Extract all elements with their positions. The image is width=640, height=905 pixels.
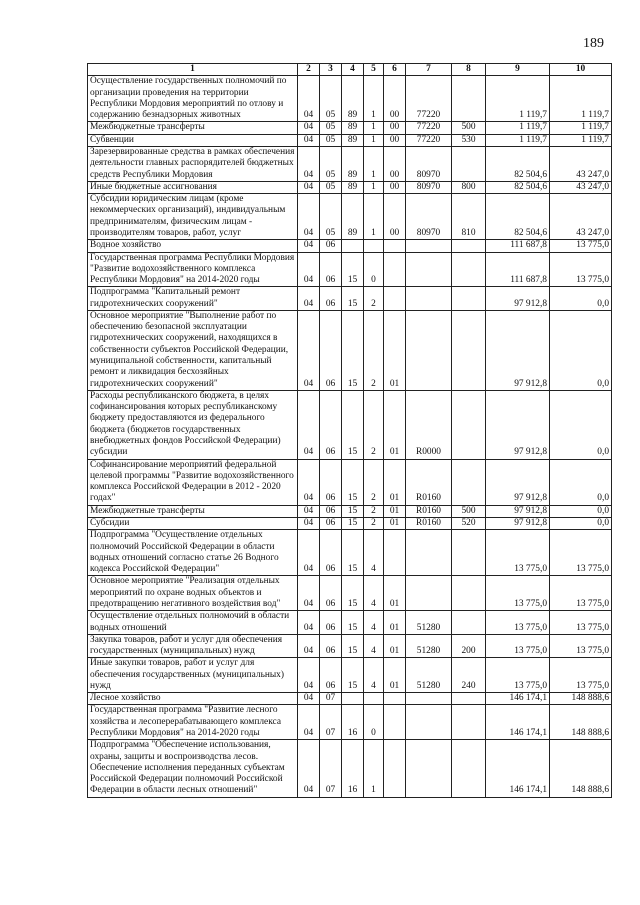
event-code-cell: 01 (384, 611, 406, 635)
direction-code-cell: 77220 (406, 134, 452, 146)
amount-2019-cell: 111 687,8 (486, 252, 550, 287)
row-name-cell: Субсидии (88, 517, 298, 529)
section-code-cell: 04 (298, 194, 320, 240)
expense-type-cell: 200 (452, 634, 486, 658)
subprogram-code-cell (364, 693, 384, 705)
table-row (88, 287, 612, 311)
subprogram-code-cell: 2 (364, 505, 384, 517)
amount-2020-cell: 43 247,0 (550, 146, 612, 181)
direction-code-cell (406, 530, 452, 576)
event-code-cell (384, 530, 406, 576)
subsection-code-cell: 07 (320, 705, 342, 740)
table-row (88, 240, 612, 252)
row-name-cell: Закупка товаров, работ и услуг для обеспечения государственных (муниципальных) нужд (88, 634, 298, 658)
table-row (88, 576, 612, 611)
event-code-cell: 00 (384, 76, 406, 122)
amount-2020-cell: 148 888,6 (550, 740, 612, 797)
subsection-code-cell: 06 (320, 530, 342, 576)
amount-2020-cell: 1 119,7 (550, 122, 612, 134)
event-code-cell: 01 (384, 505, 406, 517)
amount-2019-cell: 82 504,6 (486, 146, 550, 181)
column-header: 7 (406, 64, 452, 76)
event-code-cell: 00 (384, 181, 406, 193)
column-header: 4 (342, 64, 364, 76)
row-name-cell: Осуществление государственных полномочий по организации проведения на территории Республики Мордовия мероприятий по отлову и содержанию безнадзорных животных (88, 76, 298, 122)
expense-type-cell (452, 146, 486, 181)
table-row (88, 634, 612, 658)
row-name-cell: Лесное хозяйство (88, 693, 298, 705)
amount-2019-cell: 111 687,8 (486, 240, 550, 252)
table-row (88, 517, 612, 529)
amount-2020-cell: 1 119,7 (550, 76, 612, 122)
program-code-cell: 15 (342, 576, 364, 611)
expense-type-cell (452, 240, 486, 252)
program-code-cell: 15 (342, 658, 364, 693)
table-row (88, 122, 612, 134)
table-row (88, 390, 612, 459)
event-code-cell (384, 740, 406, 797)
subsection-code-cell: 06 (320, 658, 342, 693)
amount-2020-cell: 0,0 (550, 517, 612, 529)
amount-2019-cell: 97 912,8 (486, 287, 550, 311)
amount-2020-cell: 13 775,0 (550, 611, 612, 635)
program-code-cell: 89 (342, 181, 364, 193)
amount-2020-cell: 13 775,0 (550, 240, 612, 252)
amount-2020-cell: 13 775,0 (550, 530, 612, 576)
event-code-cell: 00 (384, 194, 406, 240)
expense-type-cell (452, 530, 486, 576)
event-code-cell: 00 (384, 134, 406, 146)
table-row (88, 252, 612, 287)
table-row (88, 194, 612, 240)
subsection-code-cell: 05 (320, 146, 342, 181)
section-code-cell: 04 (298, 459, 320, 505)
amount-2019-cell: 13 775,0 (486, 634, 550, 658)
subsection-code-cell: 06 (320, 240, 342, 252)
program-code-cell (342, 693, 364, 705)
event-code-cell: 01 (384, 658, 406, 693)
row-name-cell: Подпрограмма "Осуществление отдельных полномочий Российской Федерации в области водных отношений согласно статье 26 Водного кодекса Российской Федерации" (88, 530, 298, 576)
expense-type-cell: 800 (452, 181, 486, 193)
subsection-code-cell: 05 (320, 134, 342, 146)
subprogram-code-cell: 4 (364, 611, 384, 635)
expense-type-cell (452, 252, 486, 287)
row-name-cell: Водное хозяйство (88, 240, 298, 252)
row-name-cell: Иные бюджетные ассигнования (88, 181, 298, 193)
subprogram-code-cell: 0 (364, 252, 384, 287)
subprogram-code-cell: 1 (364, 740, 384, 797)
table-row (88, 459, 612, 505)
section-code-cell: 04 (298, 287, 320, 311)
row-name-cell: Софинансирование мероприятий федеральной целевой программы "Развитие водохозяйственного комплекса Российской Федерации в 2012 - 2020 годах" (88, 459, 298, 505)
column-header: 3 (320, 64, 342, 76)
row-name-cell: Подпрограмма "Обеспечение использования, охраны, защиты и воспроизводства лесов. Обеспечение исполнения переданных субъектам Российской Федерации полномочий Российской Федерации в области лесных отношений" (88, 740, 298, 797)
amount-2019-cell: 97 912,8 (486, 310, 550, 390)
amount-2020-cell: 0,0 (550, 287, 612, 311)
subsection-code-cell: 06 (320, 252, 342, 287)
expense-type-cell (452, 287, 486, 311)
table-row (88, 740, 612, 797)
expense-type-cell (452, 576, 486, 611)
amount-2019-cell: 82 504,6 (486, 194, 550, 240)
program-code-cell: 15 (342, 505, 364, 517)
event-code-cell: 01 (384, 517, 406, 529)
section-code-cell: 04 (298, 76, 320, 122)
program-code-cell: 15 (342, 530, 364, 576)
row-name-cell: Основное мероприятие "Выполнение работ по обеспечению безопасной эксплуатации гидротехнических сооружений, находящихся в собственности субъектов Российской Федерации, муниципальной собственности, капитальный ремонт и ликвидация бесхозяйных гидротехнических сооружений" (88, 310, 298, 390)
subprogram-code-cell: 4 (364, 658, 384, 693)
direction-code-cell (406, 705, 452, 740)
section-code-cell: 04 (298, 122, 320, 134)
section-code-cell: 04 (298, 634, 320, 658)
amount-2020-cell: 0,0 (550, 390, 612, 459)
program-code-cell: 15 (342, 252, 364, 287)
table-row (88, 658, 612, 693)
row-name-cell: Подпрограмма "Капитальный ремонт гидротехнических сооружений" (88, 287, 298, 311)
expense-type-cell (452, 693, 486, 705)
subsection-code-cell: 06 (320, 611, 342, 635)
program-code-cell: 15 (342, 611, 364, 635)
amount-2020-cell: 0,0 (550, 459, 612, 505)
program-code-cell: 15 (342, 287, 364, 311)
event-code-cell (384, 287, 406, 311)
amount-2019-cell: 13 775,0 (486, 658, 550, 693)
subsection-code-cell: 05 (320, 122, 342, 134)
row-name-cell: Осуществление отдельных полномочий в области водных отношений (88, 611, 298, 635)
section-code-cell: 04 (298, 505, 320, 517)
row-name-cell: Субсидии юридическим лицам (кроме некоммерческих организаций), индивидуальным предпринимателям, физическим лицам - производителям товаров, работ, услуг (88, 194, 298, 240)
expense-type-cell (452, 611, 486, 635)
section-code-cell: 04 (298, 705, 320, 740)
amount-2020-cell: 13 775,0 (550, 658, 612, 693)
event-code-cell: 01 (384, 634, 406, 658)
event-code-cell: 01 (384, 390, 406, 459)
table-row (88, 530, 612, 576)
amount-2019-cell: 82 504,6 (486, 181, 550, 193)
column-header: 2 (298, 64, 320, 76)
direction-code-cell: R0160 (406, 505, 452, 517)
row-name-cell: Межбюджетные трансферты (88, 505, 298, 517)
program-code-cell: 16 (342, 740, 364, 797)
expense-type-cell (452, 310, 486, 390)
subsection-code-cell: 06 (320, 576, 342, 611)
amount-2019-cell: 1 119,7 (486, 122, 550, 134)
amount-2020-cell: 43 247,0 (550, 181, 612, 193)
amount-2019-cell: 97 912,8 (486, 517, 550, 529)
direction-code-cell: 80970 (406, 181, 452, 193)
direction-code-cell (406, 287, 452, 311)
subsection-code-cell: 06 (320, 459, 342, 505)
program-code-cell: 89 (342, 122, 364, 134)
direction-code-cell (406, 740, 452, 797)
row-name-cell: Зарезервированные средства в рамках обеспечения деятельности главных распорядителей бюджетных средств Республики Мордовия (88, 146, 298, 181)
program-code-cell: 15 (342, 310, 364, 390)
expense-type-cell (452, 459, 486, 505)
direction-code-cell: 51280 (406, 634, 452, 658)
column-header: 6 (384, 64, 406, 76)
column-header: 9 (486, 64, 550, 76)
event-code-cell: 01 (384, 576, 406, 611)
direction-code-cell: 51280 (406, 611, 452, 635)
amount-2020-cell: 148 888,6 (550, 705, 612, 740)
budget-table (87, 63, 612, 798)
subprogram-code-cell: 1 (364, 134, 384, 146)
amount-2020-cell: 148 888,6 (550, 693, 612, 705)
expense-type-cell: 500 (452, 505, 486, 517)
subsection-code-cell: 06 (320, 634, 342, 658)
event-code-cell (384, 240, 406, 252)
program-code-cell: 89 (342, 134, 364, 146)
expense-type-cell: 500 (452, 122, 486, 134)
row-name-cell: Иные закупки товаров, работ и услуг для обеспечения государственных (муниципальных) нужд (88, 658, 298, 693)
section-code-cell: 04 (298, 693, 320, 705)
table-row (88, 611, 612, 635)
direction-code-cell: R0160 (406, 459, 452, 505)
amount-2019-cell: 146 174,1 (486, 705, 550, 740)
event-code-cell: 01 (384, 459, 406, 505)
amount-2019-cell: 1 119,7 (486, 76, 550, 122)
program-code-cell: 15 (342, 634, 364, 658)
subsection-code-cell: 06 (320, 287, 342, 311)
table-row (88, 76, 612, 122)
column-header: 1 (88, 64, 298, 76)
row-name-cell: Межбюджетные трансферты (88, 122, 298, 134)
event-code-cell: 01 (384, 310, 406, 390)
event-code-cell (384, 693, 406, 705)
subprogram-code-cell: 2 (364, 390, 384, 459)
event-code-cell (384, 705, 406, 740)
row-name-cell: Государственная программа Республики Мордовия "Развитие водохозяйственного комплекса Республики Мордовия" на 2014-2020 годы (88, 252, 298, 287)
direction-code-cell (406, 252, 452, 287)
subsection-code-cell: 05 (320, 76, 342, 122)
program-code-cell: 16 (342, 705, 364, 740)
table-row (88, 705, 612, 740)
expense-type-cell: 520 (452, 517, 486, 529)
program-code-cell: 89 (342, 194, 364, 240)
direction-code-cell (406, 310, 452, 390)
amount-2020-cell: 13 775,0 (550, 634, 612, 658)
amount-2020-cell: 13 775,0 (550, 576, 612, 611)
subprogram-code-cell (364, 240, 384, 252)
subsection-code-cell: 07 (320, 693, 342, 705)
expense-type-cell: 530 (452, 134, 486, 146)
program-code-cell: 15 (342, 459, 364, 505)
section-code-cell: 04 (298, 146, 320, 181)
column-header: 8 (452, 64, 486, 76)
subprogram-code-cell: 4 (364, 530, 384, 576)
section-code-cell: 04 (298, 390, 320, 459)
expense-type-cell (452, 740, 486, 797)
direction-code-cell: R0000 (406, 390, 452, 459)
direction-code-cell: 80970 (406, 146, 452, 181)
subsection-code-cell: 05 (320, 194, 342, 240)
row-name-cell: Государственная программа "Развитие лесного хозяйства и лесоперерабатывающего комплекса Республики Мордовия" на 2014-2020 годы (88, 705, 298, 740)
table-row (88, 134, 612, 146)
amount-2019-cell: 97 912,8 (486, 459, 550, 505)
row-name-cell: Субвенции (88, 134, 298, 146)
program-code-cell: 89 (342, 76, 364, 122)
section-code-cell: 04 (298, 740, 320, 797)
section-code-cell: 04 (298, 517, 320, 529)
expense-type-cell: 240 (452, 658, 486, 693)
amount-2019-cell: 13 775,0 (486, 576, 550, 611)
direction-code-cell: 80970 (406, 194, 452, 240)
program-code-cell: 15 (342, 517, 364, 529)
section-code-cell: 04 (298, 530, 320, 576)
row-name-cell: Основное мероприятие "Реализация отдельных мероприятий по охране водных объектов и предотвращению негативного воздействия вод" (88, 576, 298, 611)
direction-code-cell: 77220 (406, 122, 452, 134)
subprogram-code-cell: 4 (364, 634, 384, 658)
program-code-cell (342, 240, 364, 252)
subprogram-code-cell: 0 (364, 705, 384, 740)
direction-code-cell (406, 693, 452, 705)
direction-code-cell: R0160 (406, 517, 452, 529)
event-code-cell: 00 (384, 122, 406, 134)
section-code-cell: 04 (298, 576, 320, 611)
event-code-cell (384, 252, 406, 287)
subprogram-code-cell: 2 (364, 459, 384, 505)
amount-2020-cell: 0,0 (550, 310, 612, 390)
table-row (88, 146, 612, 181)
table-row (88, 310, 612, 390)
amount-2019-cell: 97 912,8 (486, 505, 550, 517)
expense-type-cell (452, 705, 486, 740)
subprogram-code-cell: 1 (364, 146, 384, 181)
direction-code-cell: 51280 (406, 658, 452, 693)
expense-type-cell: 810 (452, 194, 486, 240)
direction-code-cell: 77220 (406, 76, 452, 122)
subprogram-code-cell: 1 (364, 194, 384, 240)
amount-2019-cell: 146 174,1 (486, 693, 550, 705)
subprogram-code-cell: 1 (364, 181, 384, 193)
subprogram-code-cell: 2 (364, 310, 384, 390)
subprogram-code-cell: 2 (364, 287, 384, 311)
header-row (88, 64, 612, 76)
direction-code-cell (406, 576, 452, 611)
section-code-cell: 04 (298, 252, 320, 287)
program-code-cell: 15 (342, 390, 364, 459)
program-code-cell: 89 (342, 146, 364, 181)
subsection-code-cell: 06 (320, 517, 342, 529)
direction-code-cell (406, 240, 452, 252)
table-body (88, 76, 612, 797)
expense-type-cell (452, 76, 486, 122)
amount-2019-cell: 97 912,8 (486, 390, 550, 459)
subprogram-code-cell: 1 (364, 122, 384, 134)
amount-2019-cell: 146 174,1 (486, 740, 550, 797)
subsection-code-cell: 05 (320, 181, 342, 193)
subprogram-code-cell: 4 (364, 576, 384, 611)
amount-2020-cell: 0,0 (550, 505, 612, 517)
amount-2019-cell: 13 775,0 (486, 611, 550, 635)
page-number: 189 (583, 36, 604, 51)
amount-2020-cell: 1 119,7 (550, 134, 612, 146)
table-row (88, 181, 612, 193)
column-header: 10 (550, 64, 612, 76)
subprogram-code-cell: 1 (364, 76, 384, 122)
column-header: 5 (364, 64, 384, 76)
section-code-cell: 04 (298, 611, 320, 635)
expense-type-cell (452, 390, 486, 459)
amount-2019-cell: 13 775,0 (486, 530, 550, 576)
subsection-code-cell: 06 (320, 310, 342, 390)
row-name-cell: Расходы республиканского бюджета, в целях софинансирования которых республиканскому бюджету предоставляются из федерального бюджета (бюджетов государственных внебюджетных фондов Российской Федерации) субсидии (88, 390, 298, 459)
amount-2019-cell: 1 119,7 (486, 134, 550, 146)
section-code-cell: 04 (298, 134, 320, 146)
amount-2020-cell: 43 247,0 (550, 194, 612, 240)
subsection-code-cell: 06 (320, 505, 342, 517)
section-code-cell: 04 (298, 658, 320, 693)
section-code-cell: 04 (298, 181, 320, 193)
subsection-code-cell: 06 (320, 390, 342, 459)
event-code-cell: 00 (384, 146, 406, 181)
subprogram-code-cell: 2 (364, 517, 384, 529)
section-code-cell: 04 (298, 310, 320, 390)
table-row (88, 693, 612, 705)
amount-2020-cell: 13 775,0 (550, 252, 612, 287)
table-row (88, 505, 612, 517)
section-code-cell: 04 (298, 240, 320, 252)
subsection-code-cell: 07 (320, 740, 342, 797)
